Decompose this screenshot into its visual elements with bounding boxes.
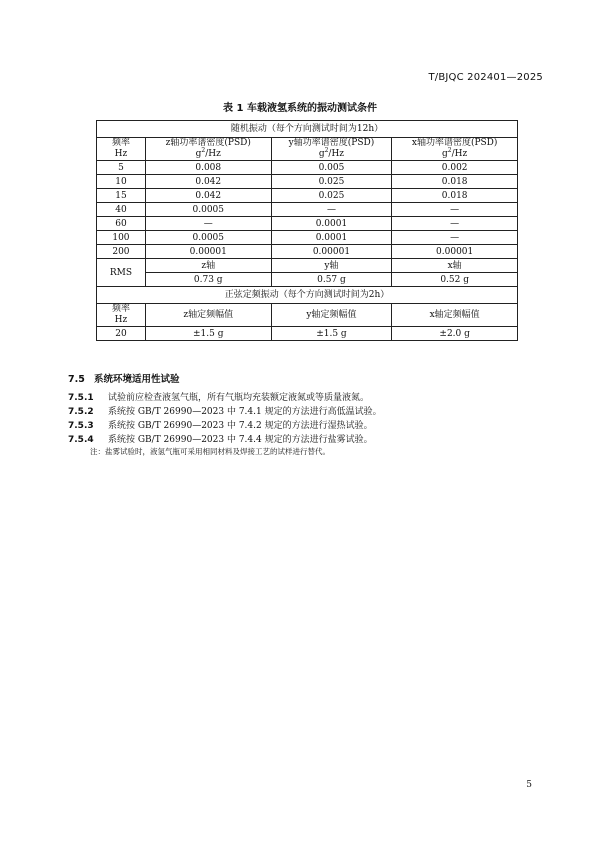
note: 注：盐雾试验时，液氢气瓶可采用相同材料及焊接工艺的试样进行替代。 — [90, 447, 330, 456]
table-row: 10 0.042 0.025 0.018 — [97, 175, 518, 189]
z-psd-header: z轴功率谱密度(PSD) $g^2/Hz$ — [145, 138, 271, 161]
z-amplitude-header: z轴定频幅值 — [145, 304, 271, 327]
x-amplitude-header: x轴定频幅值 — [392, 304, 518, 327]
clause-7-5-2: 7.5.2 系统按 GB/T 26990—2023 中 7.4.1 规定的方法进行高低温试验。 — [68, 407, 382, 417]
random-vibration-header: 随机振动（每个方向测试时间为12h） — [97, 121, 518, 138]
table-row: 60 — 0.0001 — — [97, 217, 518, 231]
vibration-test-table — [96, 120, 518, 341]
table-row: 5 0.008 0.005 0.002 — [97, 161, 518, 175]
sine-vibration-header: 正弦定频振动（每个方向测试时间为2h） — [97, 287, 518, 304]
clause-7-5-4: 7.5.4 系统按 GB/T 26990—2023 中 7.4.4 规定的方法进行盐雾试验。 — [68, 435, 373, 445]
y-psd-header: y轴功率谱密度(PSD) $g^2/Hz$ — [271, 138, 392, 161]
frequency-header: 频率 Hz — [97, 138, 146, 161]
table-title: 表 1 车载液氢系统的振动测试条件 — [223, 103, 377, 114]
x-psd-header: x轴功率谱密度(PSD) $g^2/Hz$ — [392, 138, 518, 161]
section-heading: 7.5 系统环境适用性试验 — [68, 374, 180, 385]
sine-frequency-header: 频率 Hz — [97, 304, 146, 327]
clause-7-5-3: 7.5.3 系统按 GB/T 26990—2023 中 7.4.2 规定的方法进行湿热试验。 — [68, 421, 373, 431]
document-code: T/BJQC 202401—2025 — [428, 72, 543, 83]
clause-7-5-1: 7.5.1 试验前应检查液氢气瓶，所有气瓶均充装额定液氮或等质量液氮。 — [68, 393, 370, 403]
y-amplitude-header: y轴定频幅值 — [271, 304, 392, 327]
page-number: 5 — [526, 780, 532, 790]
rms-label: RMS — [97, 259, 146, 287]
rms-value-row: 0.73 g 0.57 g 0.52 g — [97, 273, 518, 287]
table-row: 200 0.00001 0.00001 0.00001 — [97, 245, 518, 259]
table-row: 40 0.0005 — — — [97, 203, 518, 217]
table-row: 100 0.0005 0.0001 — — [97, 231, 518, 245]
table-row: 15 0.042 0.025 0.018 — [97, 189, 518, 203]
table-row: 20 ±1.5 g ±1.5 g ±2.0 g — [97, 327, 518, 341]
rms-axis-row: RMS z轴 y轴 x轴 — [97, 259, 518, 273]
